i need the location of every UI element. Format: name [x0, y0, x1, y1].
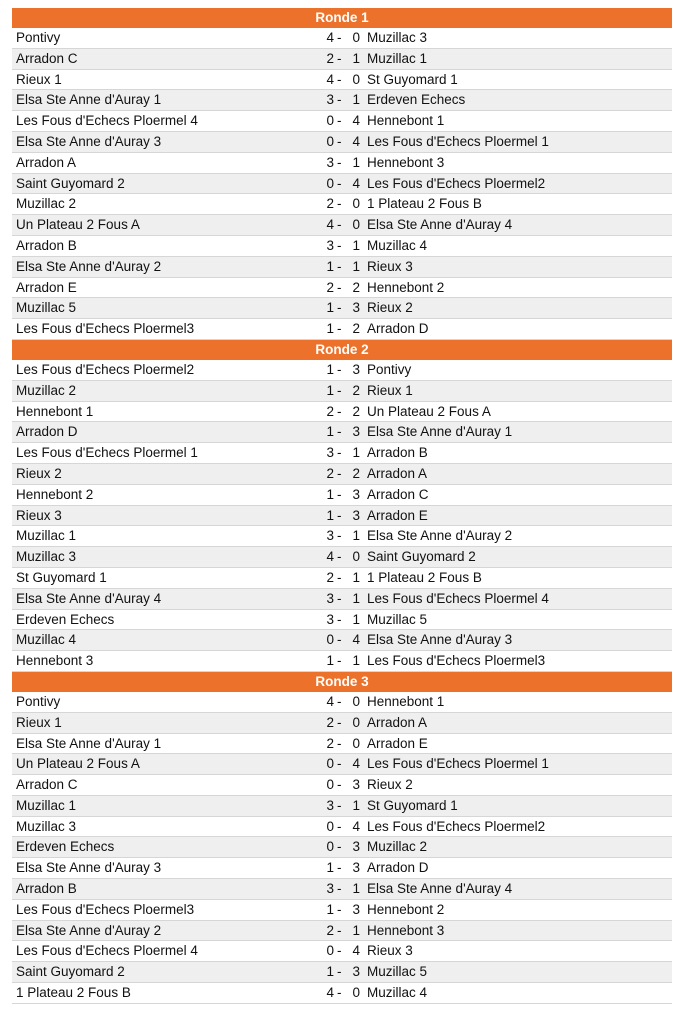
home-team: Elsa Ste Anne d'Auray 4	[16, 590, 162, 606]
match-row	[12, 319, 672, 340]
home-score: 3	[326, 881, 334, 897]
home-team: Muzillac 1	[16, 797, 77, 813]
home-score: 3	[326, 237, 334, 253]
match-row	[12, 360, 672, 381]
home-score: 1	[326, 964, 334, 980]
home-team: Elsa Ste Anne d'Auray 1	[16, 92, 162, 108]
round-section	[12, 672, 672, 1004]
score-separator: -	[337, 424, 342, 440]
home-team: Muzillac 2	[16, 382, 77, 398]
away-team: 1 Plateau 2 Fous B	[367, 196, 482, 212]
score-separator: -	[337, 92, 342, 108]
away-score: 0	[352, 735, 360, 751]
home-score: 2	[326, 279, 334, 295]
score-separator: -	[337, 839, 342, 855]
match-row	[12, 111, 672, 132]
home-team: Arradon E	[16, 279, 77, 295]
away-team: Rieux 3	[367, 943, 413, 959]
away-score: 1	[352, 590, 360, 606]
away-score: 0	[352, 196, 360, 212]
match-row	[12, 28, 672, 49]
home-score: 3	[326, 154, 334, 170]
away-score: 1	[352, 237, 360, 253]
away-team: Les Fous d'Echecs Ploermel 1	[367, 756, 549, 772]
away-team: Elsa Ste Anne d'Auray 3	[367, 632, 513, 648]
score-separator: -	[337, 217, 342, 233]
home-score: 4	[326, 217, 334, 233]
home-score: 3	[326, 445, 334, 461]
match-row	[12, 174, 672, 195]
home-team: Saint Guyomard 2	[16, 964, 125, 980]
match-row	[12, 900, 672, 921]
match-row	[12, 775, 672, 796]
away-score: 3	[352, 860, 360, 876]
away-team: Muzillac 4	[367, 985, 428, 1001]
home-score: 3	[326, 797, 334, 813]
round-header: Ronde 3	[12, 672, 672, 692]
match-row	[12, 485, 672, 506]
score-separator: -	[337, 71, 342, 87]
score-separator: -	[337, 361, 342, 377]
score-separator: -	[337, 133, 342, 149]
home-team: Arradon C	[16, 50, 78, 66]
home-team: 1 Plateau 2 Fous B	[16, 985, 131, 1001]
match-row	[12, 983, 672, 1004]
score-separator: -	[337, 154, 342, 170]
away-team: Muzillac 4	[367, 237, 428, 253]
home-team: Elsa Ste Anne d'Auray 1	[16, 735, 162, 751]
match-row	[12, 651, 672, 672]
away-score: 3	[352, 839, 360, 855]
away-score: 3	[352, 300, 360, 316]
score-separator: -	[337, 465, 342, 481]
home-score: 1	[326, 901, 334, 917]
score-separator: -	[337, 237, 342, 253]
home-score: 0	[326, 777, 334, 793]
away-team: Pontivy	[367, 361, 412, 377]
home-team: Un Plateau 2 Fous A	[16, 217, 140, 233]
away-team: Rieux 2	[367, 777, 413, 793]
match-row	[12, 215, 672, 236]
away-score: 4	[352, 133, 360, 149]
round-matches	[12, 28, 672, 340]
home-team: Arradon B	[16, 237, 77, 253]
score-separator: -	[337, 860, 342, 876]
away-score: 1	[352, 881, 360, 897]
home-team: Les Fous d'Echecs Ploermel3	[16, 901, 195, 917]
away-team: Arradon E	[367, 507, 428, 523]
score-separator: -	[337, 590, 342, 606]
home-score: 2	[326, 465, 334, 481]
match-row	[12, 796, 672, 817]
score-separator: -	[337, 797, 342, 813]
home-team: Muzillac 3	[16, 818, 77, 834]
score-separator: -	[337, 486, 342, 502]
away-score: 2	[352, 321, 360, 337]
match-row	[12, 526, 672, 547]
home-team: Elsa Ste Anne d'Auray 2	[16, 922, 162, 938]
match-row	[12, 153, 672, 174]
away-score: 1	[352, 797, 360, 813]
away-score: 3	[352, 777, 360, 793]
away-score: 4	[352, 756, 360, 772]
score-separator: -	[337, 528, 342, 544]
score-separator: -	[337, 507, 342, 523]
home-score: 2	[326, 403, 334, 419]
home-team: Rieux 1	[16, 71, 62, 87]
home-score: 2	[326, 196, 334, 212]
match-row	[12, 132, 672, 153]
home-team: Un Plateau 2 Fous A	[16, 756, 140, 772]
home-team: Rieux 3	[16, 507, 62, 523]
score-separator: -	[337, 30, 342, 45]
home-score: 2	[326, 569, 334, 585]
away-score: 3	[352, 486, 360, 502]
home-team: Hennebont 3	[16, 653, 94, 669]
score-separator: -	[337, 901, 342, 917]
home-score: 1	[326, 258, 334, 274]
home-team: Pontivy	[16, 30, 61, 45]
home-team: Muzillac 1	[16, 528, 77, 544]
home-team: Rieux 1	[16, 714, 62, 730]
round-header: Ronde 2	[12, 340, 672, 360]
away-score: 1	[352, 445, 360, 461]
score-separator: -	[337, 50, 342, 66]
match-row	[12, 610, 672, 631]
match-row	[12, 236, 672, 257]
score-separator: -	[337, 382, 342, 398]
away-score: 0	[352, 549, 360, 565]
away-score: 1	[352, 569, 360, 585]
home-score: 3	[326, 528, 334, 544]
score-separator: -	[337, 922, 342, 938]
home-score: 4	[326, 30, 334, 45]
home-team: Hennebont 2	[16, 486, 94, 502]
home-score: 0	[326, 175, 334, 191]
home-score: 1	[326, 382, 334, 398]
score-separator: -	[337, 258, 342, 274]
home-team: Elsa Ste Anne d'Auray 3	[16, 133, 162, 149]
home-team: Rieux 2	[16, 465, 62, 481]
away-team: Arradon D	[367, 860, 429, 876]
away-score: 1	[352, 528, 360, 544]
away-team: Rieux 2	[367, 300, 413, 316]
score-separator: -	[337, 985, 342, 1001]
home-score: 0	[326, 839, 334, 855]
home-score: 2	[326, 922, 334, 938]
away-team: Muzillac 1	[367, 50, 428, 66]
home-score: 4	[326, 549, 334, 565]
away-team: Arradon A	[367, 465, 428, 481]
away-team: Muzillac 2	[367, 839, 428, 855]
match-row	[12, 692, 672, 713]
away-team: Erdeven Echecs	[367, 92, 466, 108]
match-row	[12, 49, 672, 70]
home-score: 2	[326, 735, 334, 751]
away-score: 4	[352, 113, 360, 129]
away-team: Hennebont 3	[367, 922, 445, 938]
home-score: 0	[326, 133, 334, 149]
home-team: Arradon B	[16, 881, 77, 897]
match-row	[12, 381, 672, 402]
match-row	[12, 568, 672, 589]
away-team: Hennebont 1	[367, 113, 445, 129]
home-score: 2	[326, 714, 334, 730]
home-score: 0	[326, 943, 334, 959]
away-score: 1	[352, 258, 360, 274]
away-team: Hennebont 2	[367, 901, 445, 917]
round-section	[12, 8, 672, 340]
away-score: 0	[352, 217, 360, 233]
match-row	[12, 298, 672, 319]
home-score: 4	[326, 693, 334, 709]
away-team: Muzillac 5	[367, 611, 428, 627]
home-team: Arradon A	[16, 154, 77, 170]
away-team: Les Fous d'Echecs Ploermel 1	[367, 133, 549, 149]
match-row	[12, 754, 672, 775]
score-separator: -	[337, 777, 342, 793]
away-score: 0	[352, 30, 360, 45]
score-separator: -	[337, 175, 342, 191]
match-row	[12, 837, 672, 858]
home-score: 1	[326, 300, 334, 316]
away-team: Arradon B	[367, 445, 428, 461]
away-score: 0	[352, 714, 360, 730]
away-score: 1	[352, 922, 360, 938]
away-team: Muzillac 5	[367, 964, 428, 980]
home-team: Arradon C	[16, 777, 78, 793]
away-score: 2	[352, 279, 360, 295]
home-team: Saint Guyomard 2	[16, 175, 125, 191]
home-team: Erdeven Echecs	[16, 611, 115, 627]
score-separator: -	[337, 653, 342, 669]
score-separator: -	[337, 881, 342, 897]
home-team: Pontivy	[16, 693, 61, 709]
away-score: 1	[352, 154, 360, 170]
away-score: 3	[352, 507, 360, 523]
home-score: 0	[326, 756, 334, 772]
home-score: 1	[326, 486, 334, 502]
score-separator: -	[337, 735, 342, 751]
home-score: 1	[326, 507, 334, 523]
away-score: 2	[352, 382, 360, 398]
match-row	[12, 443, 672, 464]
score-separator: -	[337, 279, 342, 295]
score-separator: -	[337, 549, 342, 565]
away-team: Les Fous d'Echecs Ploermel2	[367, 175, 546, 191]
home-team: Hennebont 1	[16, 403, 94, 419]
score-separator: -	[337, 569, 342, 585]
home-score: 1	[326, 653, 334, 669]
home-team: Les Fous d'Echecs Ploermel 4	[16, 943, 198, 959]
home-score: 3	[326, 92, 334, 108]
match-row	[12, 734, 672, 755]
away-score: 3	[352, 424, 360, 440]
match-row	[12, 90, 672, 111]
home-score: 2	[326, 50, 334, 66]
match-row	[12, 858, 672, 879]
home-score: 3	[326, 611, 334, 627]
away-score: 2	[352, 465, 360, 481]
away-team: Arradon C	[367, 486, 429, 502]
home-team: Les Fous d'Echecs Ploermel2	[16, 361, 195, 377]
match-row	[12, 70, 672, 91]
score-separator: -	[337, 403, 342, 419]
away-score: 1	[352, 50, 360, 66]
score-separator: -	[337, 818, 342, 834]
match-row	[12, 589, 672, 610]
match-row	[12, 879, 672, 900]
match-row	[12, 194, 672, 215]
away-score: 0	[352, 693, 360, 709]
away-team: Saint Guyomard 2	[367, 549, 476, 565]
away-team: Arradon E	[367, 735, 428, 751]
home-team: Arradon D	[16, 424, 78, 440]
home-score: 1	[326, 860, 334, 876]
score-separator: -	[337, 632, 342, 648]
home-team: Muzillac 2	[16, 196, 77, 212]
away-team: Arradon A	[367, 714, 428, 730]
away-team: Hennebont 3	[367, 154, 445, 170]
away-team: Hennebont 2	[367, 279, 445, 295]
score-separator: -	[337, 611, 342, 627]
away-team: Elsa Ste Anne d'Auray 4	[367, 881, 513, 897]
match-row	[12, 506, 672, 527]
round-matches	[12, 360, 672, 672]
score-separator: -	[337, 113, 342, 129]
away-score: 4	[352, 943, 360, 959]
away-team: Arradon D	[367, 321, 429, 337]
away-team: Rieux 3	[367, 258, 413, 274]
score-separator: -	[337, 964, 342, 980]
away-score: 1	[352, 611, 360, 627]
score-separator: -	[337, 714, 342, 730]
away-team: Les Fous d'Echecs Ploermel 4	[367, 590, 549, 606]
home-score: 4	[326, 985, 334, 1001]
home-score: 4	[326, 71, 334, 87]
away-team: St Guyomard 1	[367, 71, 458, 87]
away-team: Les Fous d'Echecs Ploermel3	[367, 653, 546, 669]
round-header: Ronde 1	[12, 8, 672, 28]
match-row	[12, 464, 672, 485]
home-team: Elsa Ste Anne d'Auray 3	[16, 860, 162, 876]
round-matches	[12, 692, 672, 1004]
away-team: 1 Plateau 2 Fous B	[367, 569, 482, 585]
results-sheet	[12, 8, 672, 1004]
match-row	[12, 941, 672, 962]
match-row	[12, 713, 672, 734]
away-team: Hennebont 1	[367, 693, 445, 709]
match-row	[12, 257, 672, 278]
match-row	[12, 402, 672, 423]
away-score: 4	[352, 175, 360, 191]
match-row	[12, 278, 672, 299]
away-score: 3	[352, 964, 360, 980]
away-team: Elsa Ste Anne d'Auray 4	[367, 217, 513, 233]
away-score: 2	[352, 403, 360, 419]
match-row	[12, 547, 672, 568]
score-separator: -	[337, 756, 342, 772]
home-team: Erdeven Echecs	[16, 839, 115, 855]
score-separator: -	[337, 321, 342, 337]
home-team: Les Fous d'Echecs Ploermel3	[16, 321, 195, 337]
home-team: Les Fous d'Echecs Ploermel 1	[16, 445, 198, 461]
away-team: Un Plateau 2 Fous A	[367, 403, 491, 419]
away-team: Rieux 1	[367, 382, 413, 398]
match-row	[12, 817, 672, 838]
home-score: 0	[326, 632, 334, 648]
away-score: 4	[352, 632, 360, 648]
score-separator: -	[337, 300, 342, 316]
score-separator: -	[337, 693, 342, 709]
home-team: Muzillac 3	[16, 549, 77, 565]
home-score: 3	[326, 590, 334, 606]
away-score: 1	[352, 92, 360, 108]
home-score: 0	[326, 113, 334, 129]
away-team: Elsa Ste Anne d'Auray 1	[367, 424, 513, 440]
home-score: 1	[326, 424, 334, 440]
score-separator: -	[337, 445, 342, 461]
home-team: Muzillac 5	[16, 300, 77, 316]
home-team: Les Fous d'Echecs Ploermel 4	[16, 113, 198, 129]
away-score: 1	[352, 653, 360, 669]
home-team: Muzillac 4	[16, 632, 77, 648]
away-score: 4	[352, 818, 360, 834]
round-section	[12, 340, 672, 672]
away-team: Les Fous d'Echecs Ploermel2	[367, 818, 546, 834]
score-separator: -	[337, 943, 342, 959]
match-row	[12, 422, 672, 443]
match-row	[12, 921, 672, 942]
away-score: 0	[352, 71, 360, 87]
away-team: Muzillac 3	[367, 30, 428, 45]
score-separator: -	[337, 196, 342, 212]
home-score: 0	[326, 818, 334, 834]
home-team: St Guyomard 1	[16, 569, 107, 585]
match-row	[12, 962, 672, 983]
match-row	[12, 630, 672, 651]
home-score: 1	[326, 361, 334, 377]
away-team: St Guyomard 1	[367, 797, 458, 813]
away-score: 3	[352, 901, 360, 917]
home-team: Elsa Ste Anne d'Auray 2	[16, 258, 162, 274]
away-team: Elsa Ste Anne d'Auray 2	[367, 528, 513, 544]
away-score: 0	[352, 985, 360, 1001]
away-score: 3	[352, 361, 360, 377]
home-score: 1	[326, 321, 334, 337]
